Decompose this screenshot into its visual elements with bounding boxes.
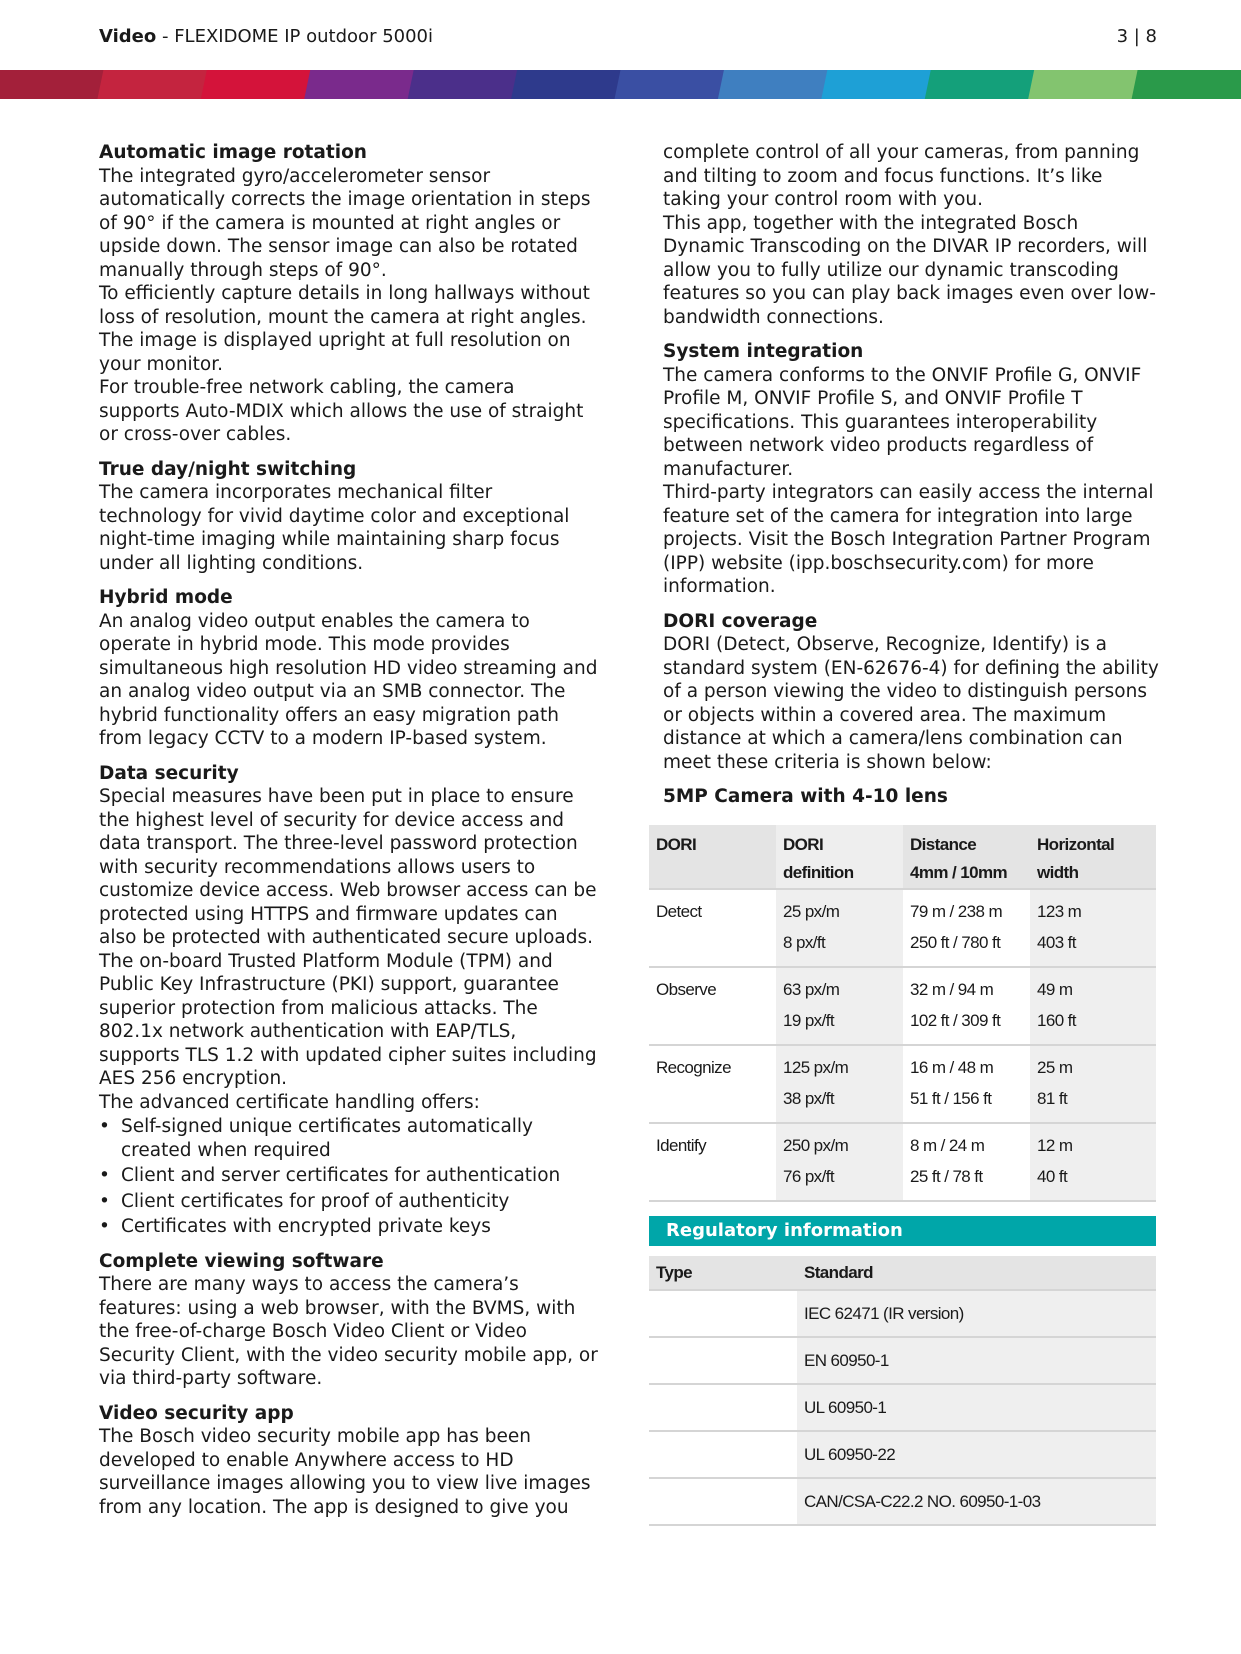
cell-value: 25 m	[1037, 1058, 1073, 1077]
dori-distance-cell	[903, 968, 1030, 1044]
dori-distance-cell	[903, 1124, 1030, 1200]
cell-value: 160 ft	[1037, 1011, 1076, 1030]
table-row	[649, 1338, 1156, 1385]
bullet-item: • Client and server certificates for authentication	[99, 1164, 599, 1188]
body-paragraph: The Bosch video security mobile app has been developed to enable Anywhere access to HD surveillance images allowing you to view live images from any location. The app is designed to give you	[99, 1426, 591, 1518]
regulatory-table-header	[649, 1256, 1156, 1291]
stripe-segment	[615, 70, 730, 99]
stripe-segment	[718, 70, 833, 99]
header-distance-label: Distance	[910, 835, 977, 854]
body-paragraph: This app, together with the integrated Bosch Dynamic Transcoding on the DIVAR IP recorders, will allow you to fully utilize our dynamic transcoding features so you can play back images even over low-bandwidth connections.	[663, 212, 1156, 328]
stripe-segment	[925, 70, 1040, 99]
body-paragraph: For trouble-free network cabling, the camera supports Auto-MDIX which allows the use of straight or cross-over cables.	[99, 377, 584, 445]
header-product: FLEXIDOME IP outdoor 5000i	[174, 26, 433, 47]
dori-width-cell	[1030, 1046, 1156, 1122]
header-cell-standard: Standard	[797, 1256, 1156, 1289]
stripe-segment	[201, 70, 316, 99]
body-paragraph: Special measures have been put in place to ensure the highest level of security for device access and data transport. The three-level password protection with security recommendations allows users to customize device access. Web browser access can be protected using HTTPS and firmware updates can also be protected with authenticated secure uploads.	[99, 786, 597, 948]
header-cell-type: Type	[649, 1256, 797, 1289]
text-section	[663, 141, 1163, 329]
table-row	[649, 890, 1156, 968]
section-heading: System integration	[663, 341, 864, 362]
cell-value: Detect	[656, 902, 702, 921]
dori-table	[649, 825, 1156, 1202]
text-section	[99, 1250, 599, 1391]
cell-value: Identify	[656, 1136, 707, 1155]
cell-value: 403 ft	[1037, 933, 1076, 952]
cell-value: 81 ft	[1037, 1089, 1068, 1108]
stripe-segment	[1028, 70, 1143, 99]
body-paragraph: complete control of all your cameras, from panning and tilting to zoom and focus functions. It’s like taking your control room with you.	[663, 142, 1140, 210]
table-row	[649, 1291, 1156, 1338]
cell-value: 32 m / 94 m	[910, 980, 994, 999]
cell-value: 25 px/m	[783, 902, 840, 921]
cell-value: 16 m / 48 m	[910, 1058, 994, 1077]
cell-value: 125 px/m	[783, 1058, 849, 1077]
cell-value: 79 m / 238 m	[910, 902, 1003, 921]
body-paragraph: The on-board Trusted Platform Module (TPM) and Public Key Infrastructure (PKI) support, guarantee superior protection from malicious attacks. The 802.1x network authentication with EAP/TLS, supports TLS 1.2 with updated cipher suites including AES 256 encryption.	[99, 950, 597, 1089]
stripe-segment	[821, 70, 936, 99]
section-heading: Video security app	[99, 1402, 294, 1424]
body-paragraph: The advanced certificate handling offers:	[99, 1091, 480, 1113]
section-heading: Hybrid mode	[99, 587, 233, 608]
text-section	[99, 762, 599, 1239]
regulatory-standard-cell: EN 60950-1	[797, 1338, 1156, 1383]
body-paragraph: The camera incorporates mechanical filter technology for vivid daytime color and exceptional night-time imaging while maintaining sharp focus under all lighting conditions.	[99, 482, 570, 574]
regulatory-standard-cell: IEC 62471 (IR version)	[797, 1291, 1156, 1336]
body-paragraph: Third-party integrators can easily access the internal feature set of the camera for integration into large projects. Visit the Bosch Integration Partner Program (IPP) website (ipp.boschsecurity.com) for more information.	[663, 482, 1154, 597]
regulatory-section-title: Regulatory information	[649, 1216, 1156, 1246]
text-section	[99, 1402, 599, 1520]
section-heading: Automatic image rotation	[99, 142, 367, 163]
regulatory-type-cell	[649, 1432, 797, 1477]
table-row	[649, 968, 1156, 1046]
dori-width-cell	[1030, 968, 1156, 1044]
regulatory-standard-cell: UL 60950-22	[797, 1432, 1156, 1477]
bullet-item: • Certificates with encrypted private keys	[99, 1215, 599, 1239]
stripe-segment	[511, 70, 626, 99]
body-paragraph: There are many ways to access the camera’s features: using a web browser, with the BVMS, with the free-of-charge Bosch Video Client or Video Security Client, with the video security mobile app, or via third-party software.	[99, 1274, 598, 1389]
cell-value: 19 px/ft	[783, 1011, 834, 1030]
header-title	[99, 26, 433, 47]
header-cell-dori-definition: DORI definition	[776, 825, 903, 888]
stripe-segment	[304, 70, 419, 99]
header-separator: -	[156, 26, 175, 47]
header-distance-lens: 4mm / 10mm	[910, 863, 1007, 882]
table-row	[649, 1432, 1156, 1479]
bullet-list	[99, 1115, 599, 1239]
stripe-segment	[408, 70, 523, 99]
table-row	[649, 1479, 1156, 1526]
dori-level-cell	[649, 968, 776, 1044]
cell-value: 63 px/m	[783, 980, 840, 999]
section-heading: True day/night switching	[99, 458, 357, 480]
cell-value: 123 m	[1037, 902, 1082, 921]
dori-definition-cell	[776, 890, 903, 966]
cell-value: 38 px/ft	[783, 1089, 834, 1108]
dori-distance-cell	[903, 1046, 1030, 1122]
regulatory-table	[649, 1256, 1156, 1526]
regulatory-standard-cell: UL 60950-1	[797, 1385, 1156, 1430]
text-section	[663, 610, 1163, 775]
dori-level-cell	[649, 890, 776, 966]
cell-value: 8 m / 24 m	[910, 1136, 985, 1155]
regulatory-standard-cell: CAN/CSA-C22.2 NO. 60950-1-03	[797, 1479, 1156, 1524]
dori-level-cell	[649, 1124, 776, 1200]
stripe-segment	[0, 70, 109, 99]
dori-level-cell	[649, 1046, 776, 1122]
cell-value: 12 m	[1037, 1136, 1073, 1155]
right-column	[663, 141, 1163, 809]
dori-distance-cell	[903, 890, 1030, 966]
cell-value: 25 ft / 78 ft	[910, 1167, 983, 1186]
cell-value: 8 px/ft	[783, 933, 826, 952]
body-paragraph: The integrated gyro/accelerometer sensor automatically corrects the image orientation in steps of 90° if the camera is mounted at right angles or upside down. The sensor image can also be rotated manually through steps of 90°.	[99, 165, 591, 281]
section-heading: Data security	[99, 762, 239, 784]
section-heading: DORI coverage	[663, 610, 818, 632]
header-section: Video	[99, 26, 157, 47]
regulatory-type-cell	[649, 1338, 797, 1383]
regulatory-type-cell	[649, 1291, 797, 1336]
cell-value: Recognize	[656, 1058, 731, 1077]
cell-value: 102 ft / 309 ft	[910, 1011, 1001, 1030]
cell-value: 40 ft	[1037, 1167, 1068, 1186]
bullet-item: • Client certificates for proof of authenticity	[99, 1190, 599, 1214]
dori-table-title: 5MP Camera with 4-10 lens	[663, 786, 948, 807]
text-section	[99, 141, 599, 447]
body-paragraph: The camera conforms to the ONVIF Profile G, ONVIF Profile M, ONVIF Profile S, and ONVIF Profile T specifications. This guarantees interoperability between network video products regardless of manufacturer.	[663, 364, 1142, 480]
header-cell-distance	[903, 825, 1030, 888]
header-cell-dori: DORI	[649, 825, 776, 888]
body-paragraph: An analog video output enables the camera to operate in hybrid mode. This mode provides simultaneous high resolution HD video streaming and an analog video output via an SMB connector. The hybrid functionality offers an easy migration path from legacy CCTV to a modern IP-based system.	[99, 610, 598, 749]
text-section	[99, 458, 599, 576]
left-column	[99, 141, 599, 1530]
header-cell-horizontal-width: Horizontal width	[1030, 825, 1156, 888]
bullet-item: • Self-signed unique certificates automatically created when required	[99, 1115, 599, 1162]
cell-value: Observe	[656, 980, 717, 999]
dori-width-cell	[1030, 1124, 1156, 1200]
dori-definition-cell	[776, 968, 903, 1044]
regulatory-type-cell	[649, 1385, 797, 1430]
cell-value: 76 px/ft	[783, 1167, 834, 1186]
dori-definition-cell	[776, 1124, 903, 1200]
brand-color-stripe	[0, 70, 1241, 99]
cell-value: 49 m	[1037, 980, 1073, 999]
page-number: 3 | 8	[1116, 26, 1157, 47]
section-heading: Complete viewing software	[99, 1250, 384, 1272]
page-header	[99, 26, 1157, 56]
body-paragraph: DORI (Detect, Observe, Recognize, Identify) is a standard system (EN-62676-4) for defining the ability of a person viewing the video to distinguish persons or objects within a covered area. The maximum distance at which a camera/lens combination can meet these criteria is shown below:	[663, 634, 1159, 773]
regulatory-type-cell	[649, 1479, 797, 1524]
table-row	[649, 1385, 1156, 1432]
text-section	[663, 340, 1163, 599]
dori-definition-cell	[776, 1046, 903, 1122]
cell-value: 250 px/m	[783, 1136, 849, 1155]
dori-table-header	[649, 825, 1156, 890]
body-paragraph: To efficiently capture details in long hallways without loss of resolution, mount the camera at right angles. The image is displayed upright at full resolution on your monitor.	[99, 283, 590, 375]
stripe-segment	[1132, 70, 1241, 99]
cell-value: 51 ft / 156 ft	[910, 1089, 992, 1108]
text-section	[99, 586, 599, 751]
cell-value: 250 ft / 780 ft	[910, 933, 1001, 952]
dori-width-cell	[1030, 890, 1156, 966]
table-row	[649, 1124, 1156, 1202]
stripe-segment	[97, 70, 212, 99]
table-row	[649, 1046, 1156, 1124]
